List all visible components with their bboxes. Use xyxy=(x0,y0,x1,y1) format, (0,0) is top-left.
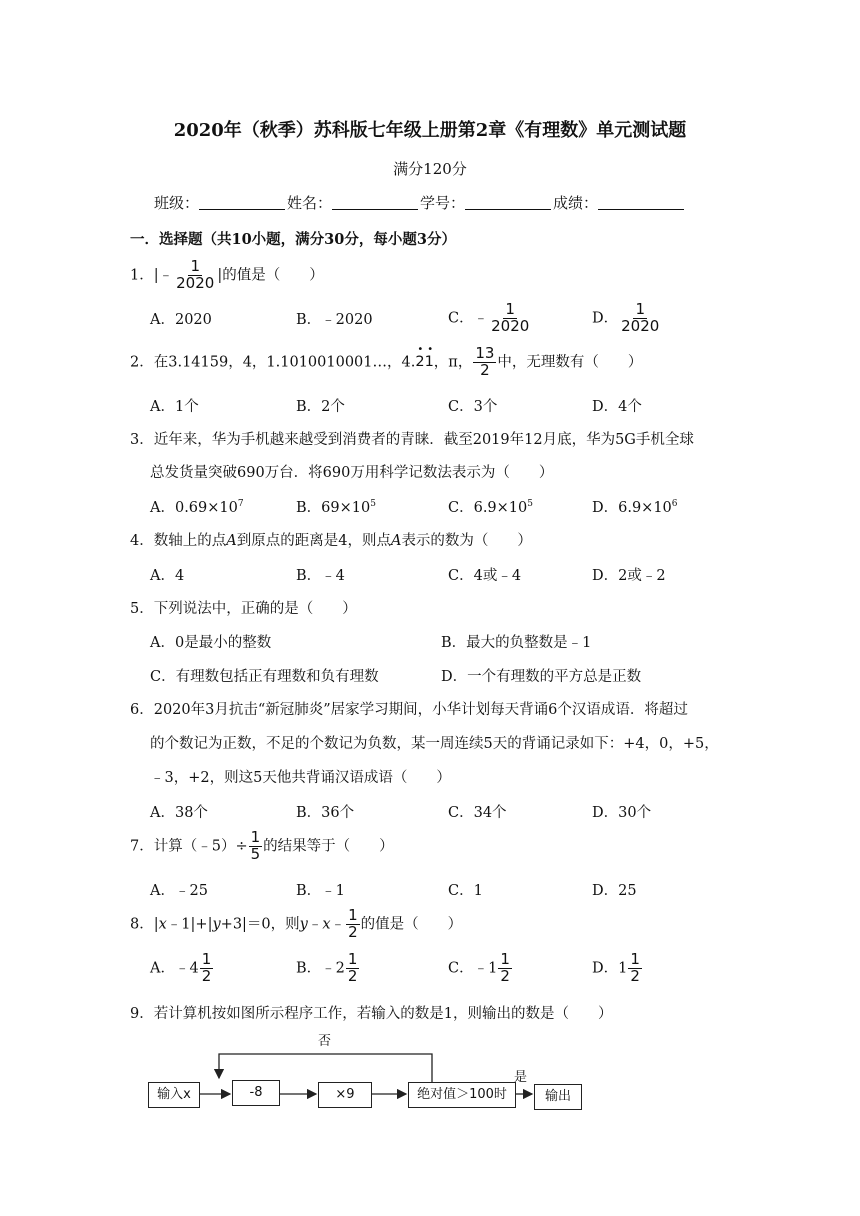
q6-option-a: A．38个 xyxy=(150,805,208,821)
q7-option-b: B．﹣1 xyxy=(296,883,345,899)
q1-option-d: D． $\frac{1}{2020}$ xyxy=(592,300,660,335)
question-6-line-2: 的个数记为正数，不足的个数记为负数，某一周连续5天的背诵记录如下：+4，0，+5， xyxy=(150,736,719,752)
q8-option-a: A．﹣4 $\frac{1}{2}$ xyxy=(150,950,212,985)
q5-option-d: D．一个有理数的平方总是正数 xyxy=(441,669,642,685)
flow-output-box: 输出 xyxy=(534,1084,582,1110)
q8-option-d: D．1 $\frac{1}{2}$ xyxy=(592,950,640,985)
q2-option-d: D．4个 xyxy=(592,399,642,415)
q3-option-b: B．$69\times 10^5$ xyxy=(296,499,376,516)
fraction: $\frac{13}{2}$ xyxy=(475,344,495,379)
question-6-line-3: ﹣3，+2，则这5天他共背诵汉语成语（ ） xyxy=(150,770,451,786)
question-6-line-1: 6．2020年3月抗击“新冠肺炎”居家学习期间，小华计划每天背诵6个汉语成语．将超过 xyxy=(130,702,688,718)
q2-option-a: A．1个 xyxy=(150,399,199,415)
q4-option-d: D．2或﹣2 xyxy=(592,568,666,584)
q4-option-c: C．4或﹣4 xyxy=(448,568,522,584)
flow-condition-box: 绝对值＞100时 xyxy=(408,1082,516,1108)
q5-option-c: C．有理数包括正有理数和负有理数 xyxy=(150,669,379,685)
q8-option-c: C．﹣1 $\frac{1}{2}$ xyxy=(448,950,510,985)
fraction: $\frac{1}{2}$ xyxy=(348,906,358,941)
question-7: 7．计算（﹣5）÷ $\frac{1}{5}$ 的结果等于（ ） xyxy=(130,828,394,863)
q8-option-b: B．﹣2 $\frac{1}{2}$ xyxy=(296,950,358,985)
question-text: ，π， xyxy=(433,354,473,371)
question-4: 4．数轴上的点A到原点的距离是4，则点A表示的数为（ ） xyxy=(130,533,532,549)
question-text: |的值是（ ） xyxy=(217,267,324,284)
q7-option-d: D．25 xyxy=(592,883,637,899)
flow-step1-box: -8 xyxy=(232,1080,280,1106)
question-text: 在3.14159，4，1.1010010001…，4. xyxy=(153,354,416,371)
fraction: $\frac{1}{2020}$ xyxy=(621,300,660,335)
question-number: 2． xyxy=(130,354,154,371)
page-title: 2020年（秋季）苏科版七年级上册第2章《有理数》单元测试题 xyxy=(173,120,687,141)
q1-option-a: A．2020 xyxy=(150,312,212,328)
q5-option-b: B．最大的负整数是﹣1 xyxy=(441,635,592,651)
repeating-decimal: •• 21 xyxy=(415,344,438,371)
question-3-line-1: 3．近年来，华为手机越来越受到消费者的青睐．截至2019年12月底，华为5G手机全球 xyxy=(130,432,694,448)
q6-option-c: C．34个 xyxy=(448,805,507,821)
question-5: 5．下列说法中，正确的是（ ） xyxy=(130,601,357,617)
question-number: 1． xyxy=(130,267,154,284)
question-text: |﹣ xyxy=(153,267,174,284)
q3-option-d: D．$6.9\times 10^6$ xyxy=(592,499,678,516)
number-label: 学号： xyxy=(420,194,466,212)
flow-no-label: 否 xyxy=(318,1034,332,1049)
flow-yes-label: 是 xyxy=(514,1070,528,1085)
q1-option-b: B．﹣2020 xyxy=(296,312,373,328)
q6-option-d: D．30个 xyxy=(592,805,652,821)
score-label: 成绩： xyxy=(553,194,599,212)
q4-option-a: A．4 xyxy=(150,568,185,584)
flow-input-box: 输入x xyxy=(148,1082,200,1108)
name-label: 姓名： xyxy=(287,194,333,212)
fraction: $\frac{1}{2020}$ xyxy=(176,257,215,292)
page-subtitle: 满分120分 xyxy=(393,160,467,178)
section-heading: 一．选择题（共10小题，满分30分，每小题3分） xyxy=(130,231,456,248)
q2-option-c: C．3个 xyxy=(448,399,498,415)
repeat-dots-icon: •• xyxy=(417,344,438,356)
q7-option-a: A．﹣25 xyxy=(150,883,208,899)
question-3-line-2: 总发货量突破690万台．将690万用科学记数法表示为（ ） xyxy=(150,465,554,481)
question-text: 中，无理数有（ ） xyxy=(497,354,643,371)
question-8: 8．|x﹣1|+|y+3|＝0，则y﹣x﹣ $\frac{1}{2}$ 的值是（ ） xyxy=(130,906,463,941)
fraction: $\frac{1}{2020}$ xyxy=(491,300,530,335)
q7-option-c: C．1 xyxy=(448,883,483,899)
fraction: $\frac{1}{5}$ xyxy=(250,828,261,863)
q6-option-b: B．36个 xyxy=(296,805,355,821)
q3-option-a: A．$0.69\times 10^7$ xyxy=(150,499,244,516)
q2-option-b: B．2个 xyxy=(296,399,345,415)
q1-option-c: C．﹣ $\frac{1}{2020}$ xyxy=(448,300,530,335)
q5-option-a: A．0是最小的整数 xyxy=(150,635,272,651)
class-label: 班级： xyxy=(154,194,200,212)
q3-option-c: C．$6.9\times 10^5$ xyxy=(448,499,533,516)
flow-step2-box: ×9 xyxy=(318,1082,372,1108)
q4-option-b: B．﹣4 xyxy=(296,568,345,584)
question-9: 9．若计算机按如图所示程序工作，若输入的数是1，则输出的数是（ ） xyxy=(130,1006,613,1022)
